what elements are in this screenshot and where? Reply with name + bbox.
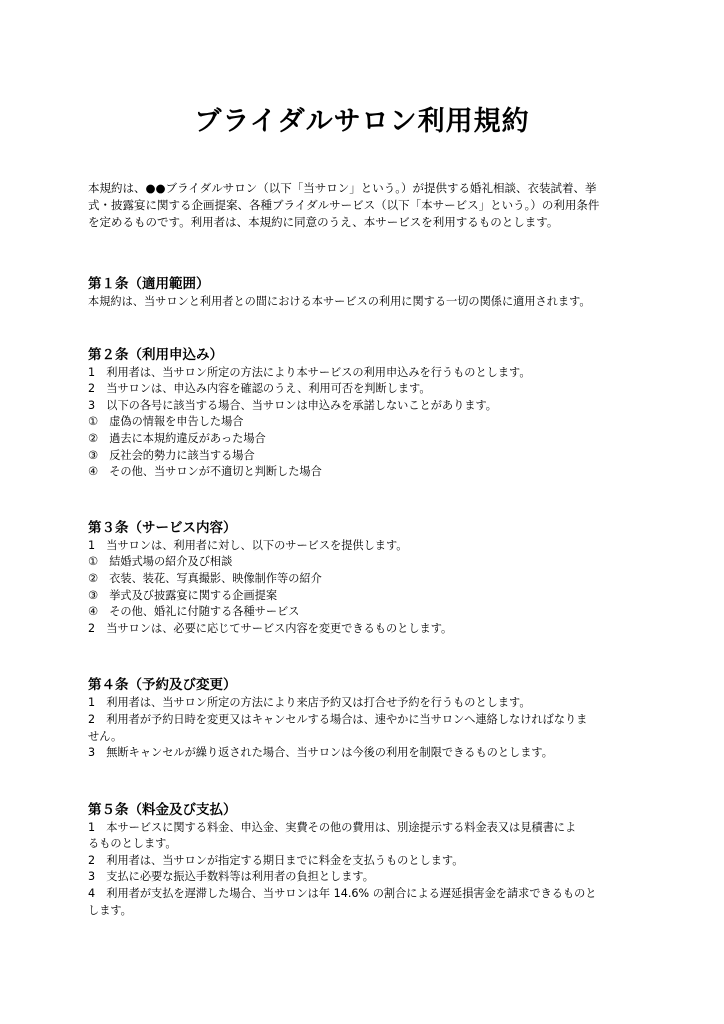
intro-paragraph <box>88 180 636 231</box>
article-line: ② 衣装、装花、写真撮影、映像制作等の紹介 <box>88 571 322 585</box>
article-line: 本規約は、当サロンと利用者との間における本サービスの利用に関する一切の関係に適用されます。 <box>88 295 591 308</box>
article-line: 1 利用者は、当サロン所定の方法により本サービスの利用申込みを行うものとします。 <box>88 365 531 379</box>
article-1 <box>88 274 636 311</box>
article-line: 1 本サービスに関する料金、申込金、実費その他の費用は、別途提示する料金表又は見積書によ <box>88 820 577 834</box>
article-line: ① 虚偽の情報を申告した場合 <box>88 415 244 429</box>
article-line: ① 結婚式場の紹介及び相談 <box>88 555 233 569</box>
article-line: 1 当サロンは、利用者に対し、以下のサービスを提供します。 <box>88 538 408 552</box>
article-line: ④ その他、当サロンが不適切と判断した場合 <box>88 465 322 479</box>
article-line: 3 以下の各号に該当する場合、当サロンは申込みを承諾しないことがあります。 <box>88 398 497 412</box>
article-line: します。 <box>88 903 132 917</box>
article-heading: 第２条（利用申込み） <box>88 346 223 363</box>
article-heading: 第１条（適用範囲） <box>88 276 210 292</box>
article-line: ③ 挙式及び披露宴に関する企画提案 <box>88 588 278 602</box>
article-line: るものとします。 <box>88 837 177 851</box>
article-line: 1 利用者は、当サロン所定の方法により来店予約又は打合せ予約を行うものとします。 <box>88 696 531 710</box>
document-title: ブライダルサロン利用規約 <box>194 106 530 137</box>
article-line: 4 利用者が支払を遅滞した場合、当サロンは年 14.6% の割合による遅延損害金を請求できるものと <box>88 887 597 901</box>
article-line: ④ その他、婚礼に付随する各種サービス <box>88 605 300 619</box>
article-line: 2 当サロンは、申込み内容を確認のうえ、利用可否を判断します。 <box>88 382 431 396</box>
article-heading: 第３条（サービス内容） <box>88 519 237 536</box>
article-4 <box>88 675 636 761</box>
article-line: せん。 <box>88 729 123 743</box>
article-2 <box>88 345 636 481</box>
article-line: 2 当サロンは、必要に応じてサービス内容を変更できるものとします。 <box>88 621 453 635</box>
intro-line: を定めるものです。利用者は、本規約に同意のうえ、本サービスを利用するものとします。 <box>88 215 559 229</box>
intro-line: 式・披露宴に関する企画提案、各種ブライダルサービス（以下「本サービス」という。）の利用条件 <box>88 198 600 212</box>
intro-line: 本規約は、●●ブライダルサロン（以下「当サロン」という。）が提供する婚礼相談、衣装試着、挙 <box>88 181 597 195</box>
article-5 <box>88 800 636 920</box>
article-line: ③ 反社会的勢力に該当する場合 <box>88 448 255 462</box>
article-3 <box>88 518 636 638</box>
article-heading: 第４条（予約及び変更） <box>88 677 237 694</box>
article-line: ② 過去に本規約違反があった場合 <box>88 431 266 445</box>
article-line: 3 無断キャンセルが繰り返された場合、当サロンは今後の利用を制限できるものとします。 <box>88 746 553 760</box>
article-line: 2 利用者は、当サロンが指定する期日までに料金を支払うものとします。 <box>88 853 464 867</box>
article-line: 3 支払に必要な振込手数料等は利用者の負担とします。 <box>88 870 374 884</box>
article-heading: 第５条（料金及び支払） <box>88 801 237 818</box>
article-line: 2 利用者が予約日時を変更又はキャンセルする場合は、速やかに当サロンへ連絡しなければなりま <box>88 712 588 726</box>
